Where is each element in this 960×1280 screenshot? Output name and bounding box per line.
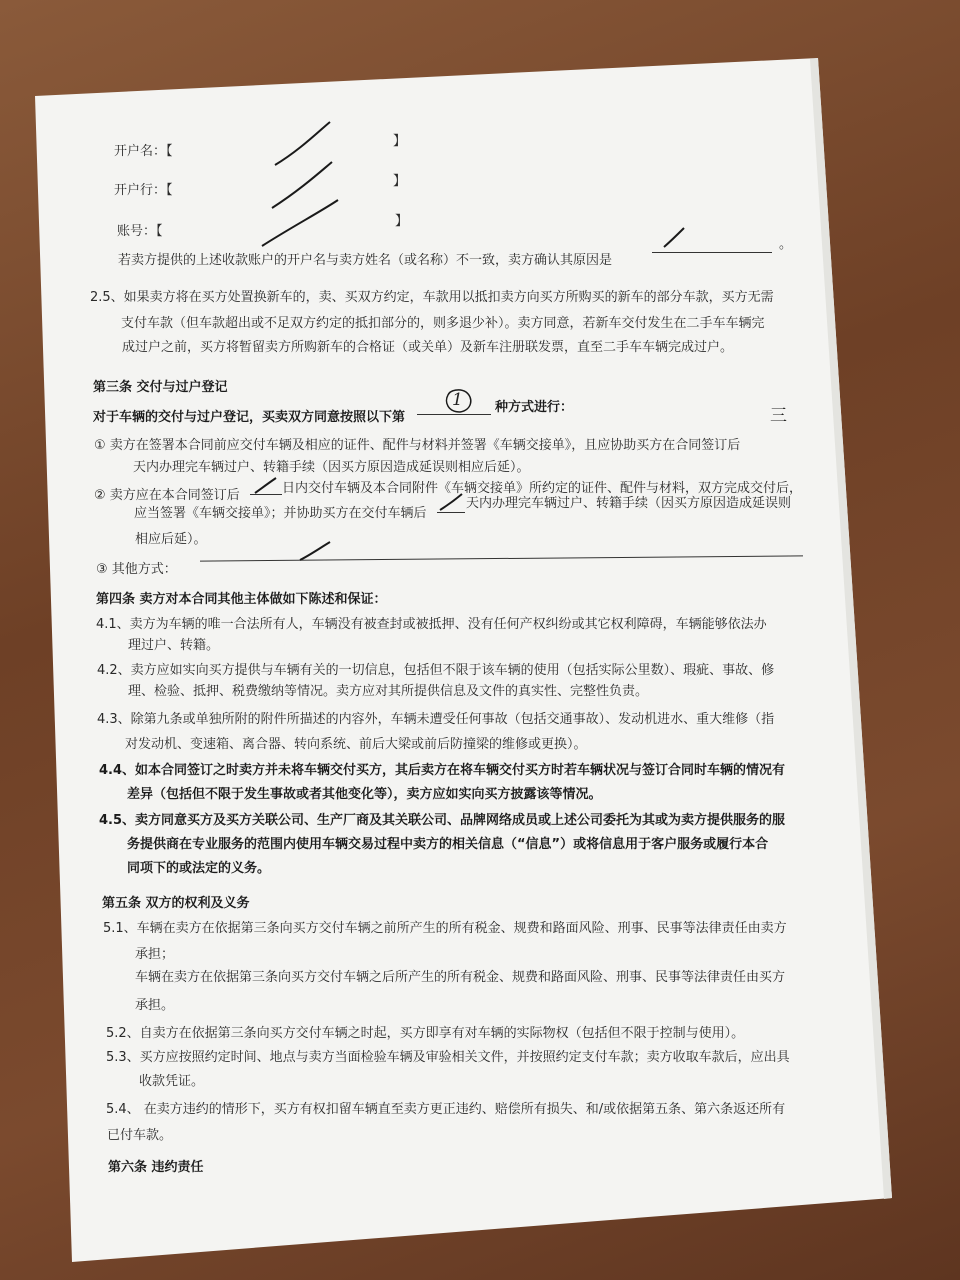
choice-blank [417,414,491,415]
account-number-label: 账号：【 [117,224,163,239]
account-bank-close: 】 [393,174,407,189]
article5-line9: 已付车款。 [107,1128,173,1143]
article4-line4: 理、检验、抵押、税费缴纳等情况。卖方应对其所提供信息及文件的真实性、完整性负责。 [128,684,649,699]
account-number-close: 】 [395,214,409,229]
article3-opt1-line2: 天内办理完车辆过户、转籍手续（因买方原因造成延误则相应后延）。 [133,460,530,475]
article3-intro-suffix: 种方式进行： [495,400,574,415]
clause-2-5-line2: 支付车款（但车款超出或不足双方约定的抵扣部分的，则多退少补）。卖方同意，若新车交付发生在二手车车辆完 [121,316,765,331]
opt2-days2-blank [437,512,465,513]
handwritten-choice: 1 [452,390,463,410]
account-name-close: 】 [393,134,407,149]
article4-line2: 理过户、转籍。 [128,638,220,653]
article5-line5: 5.2、自卖方在依据第三条向买方交付车辆之时起，买方即享有对车辆的实际物权（包括但不限于控制与使用）。 [106,1026,745,1041]
article4-heading: 第四条 卖方对本合同其他主体做如下陈述和保证： [96,592,387,607]
article5-line2: 承担； [135,947,175,962]
article5-line4: 承担。 [135,998,175,1013]
article3-opt2-line2b: 天内办理完车辆过户、转籍手续（因买方原因造成延误则 [466,496,792,511]
article3-opt2-line3: 相应后延）。 [135,532,207,547]
clause-2-5-line1: 2.5、如果卖方将在买方处置换新车的，卖、买双方约定，车款用以抵扣卖方向买方所购买的新车的部分车款，买方无需 [90,290,774,305]
article5-line7: 收款凭证。 [139,1074,205,1089]
article3-opt1-line1: ① 卖方在签署本合同前应交付车辆及相应的证件、配件与材料并签署《车辆交接单》，且应协助买方在合同签订后 [94,438,741,453]
article4-bold2: 差异（包括但不限于发生事故或者其他变化等），卖方应如实向买方披露该等情况。 [127,787,602,802]
mismatch-blank [652,252,772,253]
article5-line3: 车辆在卖方在依据第三条向买方交付车辆之后所产生的所有税金、规费和路面风险、刑事、民事等法律责任由买方 [135,970,786,985]
clause-2-5-line3: 成过户之前，买方将暂留卖方所购新车的合格证（或关单）及新车注册联发票，直至二手车车辆完成过户。 [122,340,734,355]
article4-bold5: 同项下的或法定的义务。 [127,861,271,876]
article4-bold1: 4.4、如本合同签订之时卖方并未将车辆交付买方，其后卖方在将车辆交付买方时若车辆状况与签订合同时车辆的情况有 [99,763,786,778]
article3-opt2-line1a: ② 卖方应在本合同签订后 [94,488,240,503]
article3-opt2-line1b: 日内交付车辆及本合同附件《车辆交接单》所约定的证件、配件与材料，双方完成交付后， [282,481,803,496]
article5-heading: 第五条 双方的权利及义务 [102,896,250,911]
article4-bold4: 务提供商在专业服务的范围内使用车辆交易过程中卖方的相关信息（“信息”）或将信息用于客户服务或履行本合 [127,837,769,852]
article3-opt3: ③ 其他方式： [96,562,177,577]
article4-bold3: 4.5、卖方同意买方及买方关联公司、生产厂商及其关联公司、品牌网络成员或上述公司委托为其或为卖方提供服务的服 [99,813,786,828]
article4-line1: 4.1、卖方为车辆的唯一合法所有人，车辆没有被查封或被抵押、没有任何产权纠纷或其它权利障碍，车辆能够依法办 [96,617,767,632]
article5-line8: 5.4、 在卖方违约的情形下，买方有权扣留车辆直至卖方更正违约、赔偿所有损失、和/或依据第五条、第六条返还所有 [106,1102,786,1117]
handwritten-days: 三 [770,406,787,426]
article5-line1: 5.1、车辆在卖方在依据第三条向买方交付车辆之前所产生的所有税金、规费和路面风险、刑事、民事等法律责任由卖方 [103,921,787,936]
article4-line6: 对发动机、变速箱、离合器、转向系统、前后大梁或前后防撞梁的维修或更换）。 [125,737,587,752]
article4-line3: 4.2、卖方应如实向买方提供与车辆有关的一切信息，包括但不限于该车辆的使用（包括实际公里数）、瑕疵、事故、修 [97,663,775,678]
article4-line5: 4.3、除第九条或单独所附的附件所描述的内容外，车辆未遭受任何事故（包括交通事故）、发动机进水、重大维修（指 [97,712,775,727]
account-mismatch-text: 若卖方提供的上述收款账户的开户名与卖方姓名（或名称）不一致，卖方确认其原因是 [118,253,613,268]
article3-opt2-line2a: 应当签署《车辆交接单》；并协助买方在交付车辆后 [134,506,427,521]
article6-heading: 第六条 违约责任 [108,1160,204,1175]
article3-intro: 对于车辆的交付与过户登记，买卖双方同意按照以下第 [93,410,406,425]
account-bank-label: 开户行：【 [114,183,173,198]
article3-heading: 第三条 交付与过户登记 [93,380,228,395]
account-name-label: 开户名：【 [114,144,173,159]
account-mismatch-end: 。 [779,237,793,252]
opt2-days-blank [250,494,282,495]
article5-line6: 5.3、买方应按照约定时间、地点与卖方当面检验车辆及审验相关文件，并按照约定支付车款；卖方收取车款后，应出具 [106,1050,790,1065]
